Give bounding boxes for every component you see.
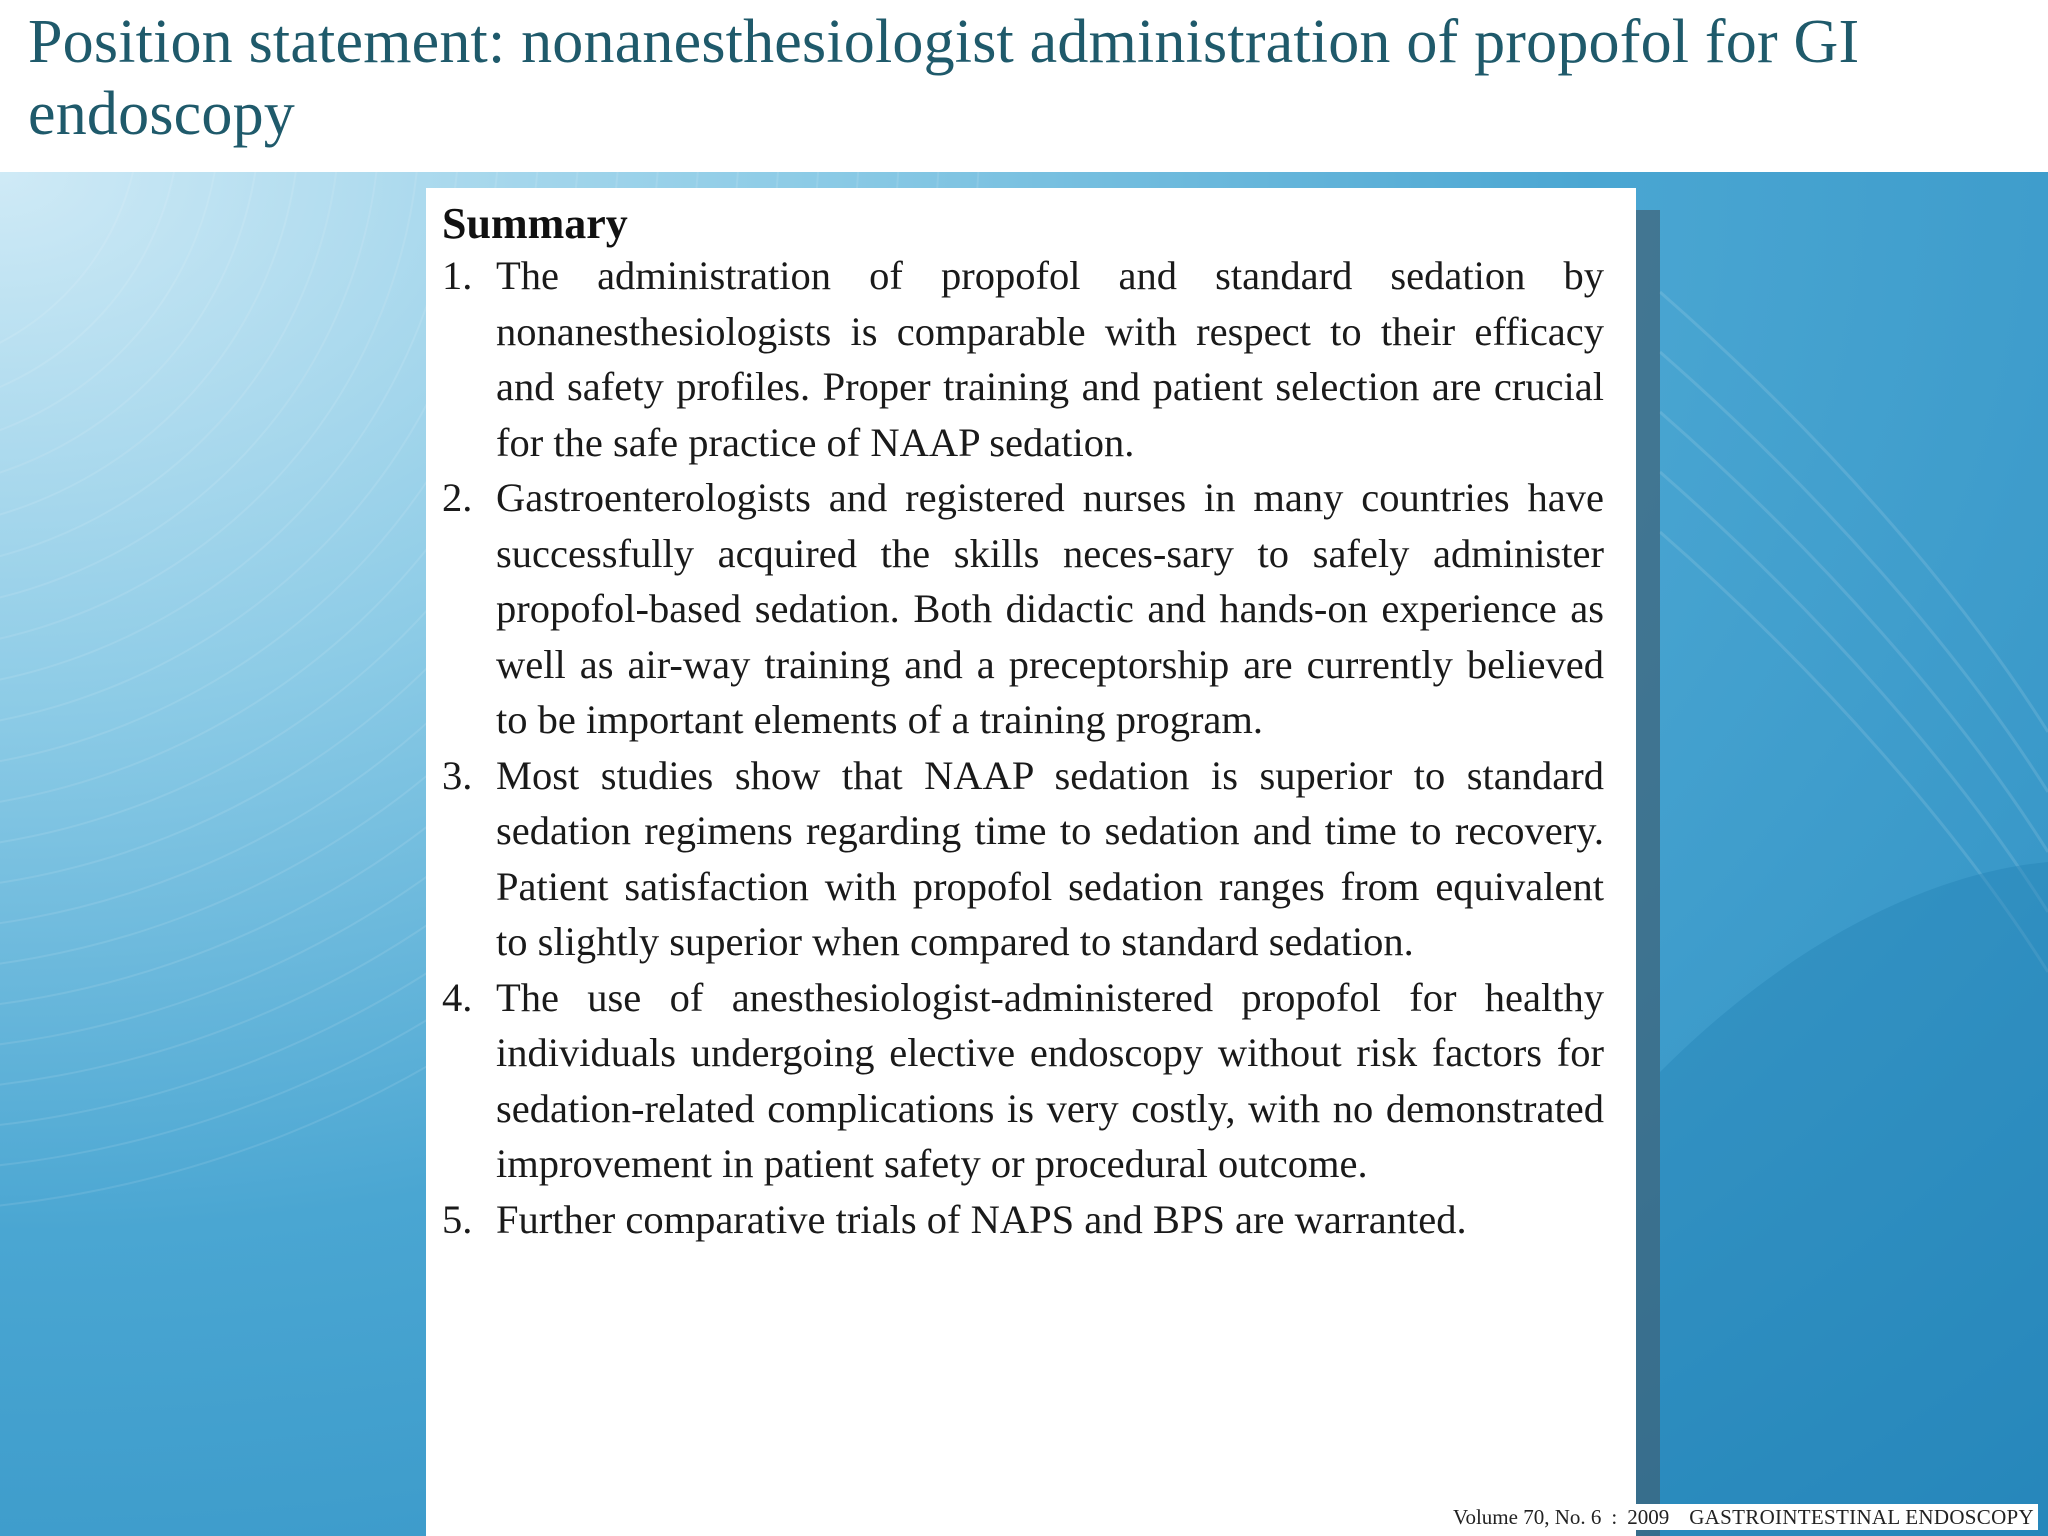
summary-item: [442, 1192, 1604, 1248]
item-number: 1.: [442, 253, 473, 298]
summary-list: [442, 248, 1604, 1247]
summary-heading: Summary: [442, 199, 628, 248]
journal-volume: Volume 70, No. 6: [1453, 1505, 1602, 1529]
summary-document: [426, 188, 1636, 1536]
slide-title: Position statement: nonanesthesiologist administration of propofol for GI endoscopy: [28, 8, 1860, 148]
journal-name: GASTROINTESTINAL ENDOSCOPY: [1689, 1505, 2034, 1529]
item-number: 4.: [442, 974, 473, 1020]
item-text: The use of anesthesiologist-administered propofol for healthy individuals undergoing elective endoscopy without risk factors for sedation-related complications is very costly, with no demonstrated improvement in patient safety or procedural outcome.: [496, 974, 1604, 1186]
item-number: 3.: [442, 752, 473, 798]
title-bar: [0, 0, 2048, 172]
journal-citation: [1449, 1504, 2038, 1530]
journal-year: 2009: [1627, 1505, 1670, 1529]
item-text: Gastroenterologists and registered nurses in many countries have successfully acquired the skills neces-sary to safely administer propofol-based sedation. Both didactic and hands-on experience as well as air-way training and a preceptorship are currently believed to be important elements of a training program.: [496, 475, 1604, 742]
summary-item: [442, 748, 1604, 970]
item-number: 2.: [442, 475, 473, 520]
item-text: Further comparative trials of NAPS and BPS are warranted.: [496, 1196, 1467, 1242]
item-text: Most studies show that NAAP sedation is superior to standard sedation regimens regarding time to sedation and time to recovery. Patient satisfaction with propofol sedation ranges from equivalent to slightly superior when compared to standard sedation.: [496, 752, 1604, 964]
citation-separator: :: [1611, 1505, 1618, 1529]
summary-item: [442, 470, 1604, 748]
summary-item: [442, 970, 1604, 1192]
item-text: The administration of propofol and standard sedation by nonanesthesiologists is comparable with respect to their efficacy and safety profiles. Proper training and patient selection are crucial for the safe practice of NAAP sedation.: [496, 253, 1604, 465]
summary-item: [442, 248, 1604, 470]
item-number: 5.: [442, 1196, 473, 1242]
